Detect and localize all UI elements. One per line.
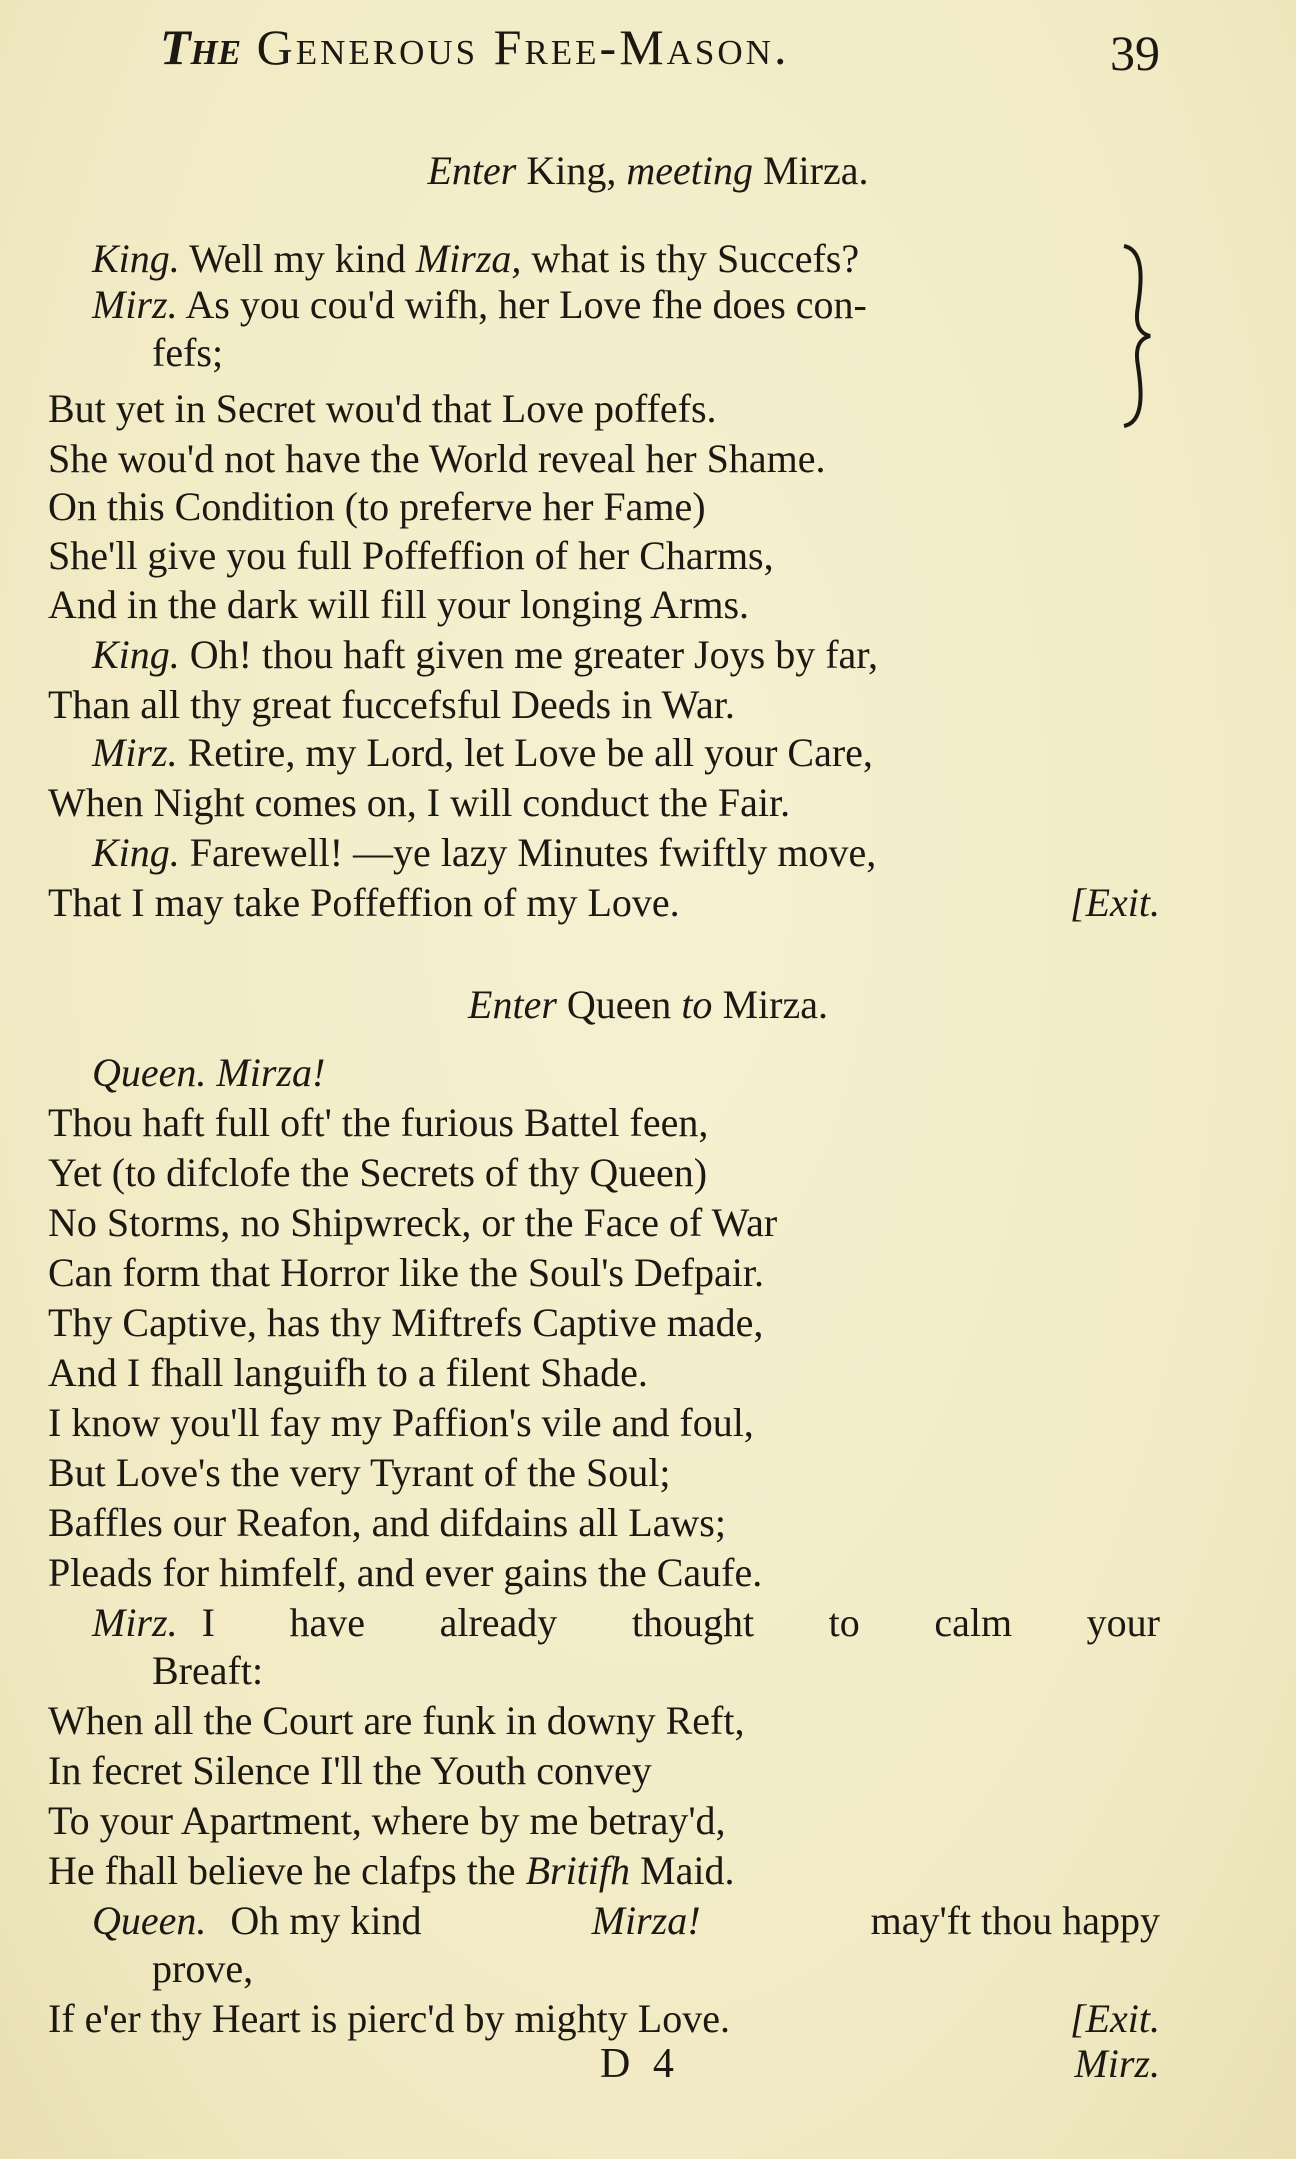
verse-line: In fecret Silence I'll the Youth convey (48, 1748, 652, 1793)
verse-line: But Love's the very Tyrant of the Soul; (48, 1450, 671, 1495)
verse-text: As you cou'd wifh, her Love fhe does con- (185, 282, 867, 327)
verse-text: He fhall believe he clafps the (48, 1848, 516, 1893)
verse-line: And I fhall languifh to a filent Shade. (48, 1350, 648, 1395)
verse-line (92, 730, 873, 776)
verse-line: She'll give you full Poffeffion of her Charms, (48, 533, 774, 578)
running-title-text: Generous Free-Mason. (256, 19, 790, 75)
verse-line: Thy Captive, has thy Miftrefs Captive made, (48, 1300, 764, 1345)
stage-direction-1 (0, 148, 1296, 194)
verse-line (92, 1600, 1160, 1646)
stage-word: meeting (626, 148, 753, 193)
verse-line: And in the dark will fill your longing Arms. (48, 582, 750, 627)
verse-text: Retire, my Lord, let Love be all your Care, (187, 730, 873, 775)
verse-line: But yet in Secret wou'd that Love poffefs. (48, 386, 717, 431)
page-number: 39 (1110, 25, 1160, 81)
verse-line: Thou haft full oft' the furious Battel feen, (48, 1100, 709, 1145)
verse-line: If e'er thy Heart is pierc'd by mighty Love. (48, 1996, 730, 2041)
exit-direction: [Exit. (1070, 880, 1160, 925)
stage-direction-2 (0, 982, 1296, 1028)
speaker-name: King. (92, 632, 180, 677)
stage-word: Enter (427, 148, 517, 193)
verse-text: Oh! thou haft given me greater Joys by far, (189, 632, 878, 677)
verse-line: Than all thy great fuccefsful Deeds in War. (48, 682, 735, 727)
stage-word: Mirza. (722, 982, 828, 1027)
speaker-name: Mirz. (92, 282, 178, 327)
verse-line: Yet (to difclofe the Secrets of thy Queen) (48, 1150, 708, 1195)
verse-text: I have already thought to calm your (201, 1600, 1160, 1645)
verse-line: That I may take Poffeffion of my Love. (48, 880, 680, 925)
verse-line: She wou'd not have the World reveal her Shame. (48, 436, 826, 481)
stage-word: Queen (566, 982, 672, 1027)
stage-word: Mirza. (762, 148, 869, 193)
verse-text: Britifh (525, 1848, 631, 1893)
verse-text (230, 1898, 1160, 1944)
stage-word: King, (526, 148, 617, 193)
verse-line: I know you'll fay my Paffion's vile and foul, (48, 1400, 754, 1445)
verse-text: Mirza, (415, 236, 522, 281)
verse-text: may'ft thou happy (870, 1898, 1160, 1943)
verse-text: Mirza! (591, 1898, 701, 1943)
speaker-name: Mirz. (92, 730, 178, 775)
verse-line: Breaft: (152, 1648, 264, 1693)
verse-text: Oh my kind (230, 1898, 422, 1943)
verse-text: Well my kind (189, 236, 406, 281)
brace-icon (1118, 236, 1154, 436)
verse-line: No Storms, no Shipwreck, or the Face of War (48, 1200, 778, 1245)
speaker-name: King. (92, 236, 180, 281)
speaker-name: Queen. Mirza! (92, 1050, 326, 1095)
speaker-name: Mirz. (92, 1600, 178, 1645)
running-title (160, 18, 789, 76)
speaker-name: King. (92, 830, 180, 875)
stage-word: Enter (468, 982, 557, 1027)
running-title-the: The (160, 19, 242, 75)
verse-text: Farewell! —ye lazy Minutes fwiftly move, (189, 830, 877, 875)
verse-line: Pleads for himfelf, and ever gains the Caufe. (48, 1550, 763, 1595)
verse-line (92, 1898, 1160, 1944)
verse-line: Baffles our Reafon, and difdains all Laws; (48, 1500, 726, 1545)
catchword: Mirz. (1074, 2041, 1160, 2086)
exit-direction: [Exit. (1070, 1996, 1160, 2041)
verse-line (48, 1848, 734, 1894)
verse-text: what is thy Succefs? (531, 236, 860, 281)
verse-line (92, 236, 859, 282)
verse-line: Can form that Horror like the Soul's Defpair. (48, 1250, 764, 1295)
verse-line: prove, (152, 1946, 254, 1991)
signature-mark: D 4 (600, 2041, 680, 2087)
verse-line: When Night comes on, I will conduct the Fair. (48, 780, 791, 825)
verse-text: Maid. (640, 1848, 735, 1893)
verse-line (92, 830, 876, 876)
verse-line (92, 1050, 325, 1096)
verse-line: When all the Court are funk in downy Reft, (48, 1698, 745, 1743)
stage-word: to (681, 982, 713, 1027)
running-header (160, 18, 1160, 88)
verse-line: To your Apartment, where by me betray'd, (48, 1798, 726, 1843)
verse-line: On this Condition (to preferve her Fame) (48, 484, 706, 529)
verse-line (92, 282, 867, 328)
verse-line (92, 632, 878, 678)
speaker-name: Queen. (92, 1898, 207, 1943)
verse-line: fefs; (152, 330, 224, 375)
